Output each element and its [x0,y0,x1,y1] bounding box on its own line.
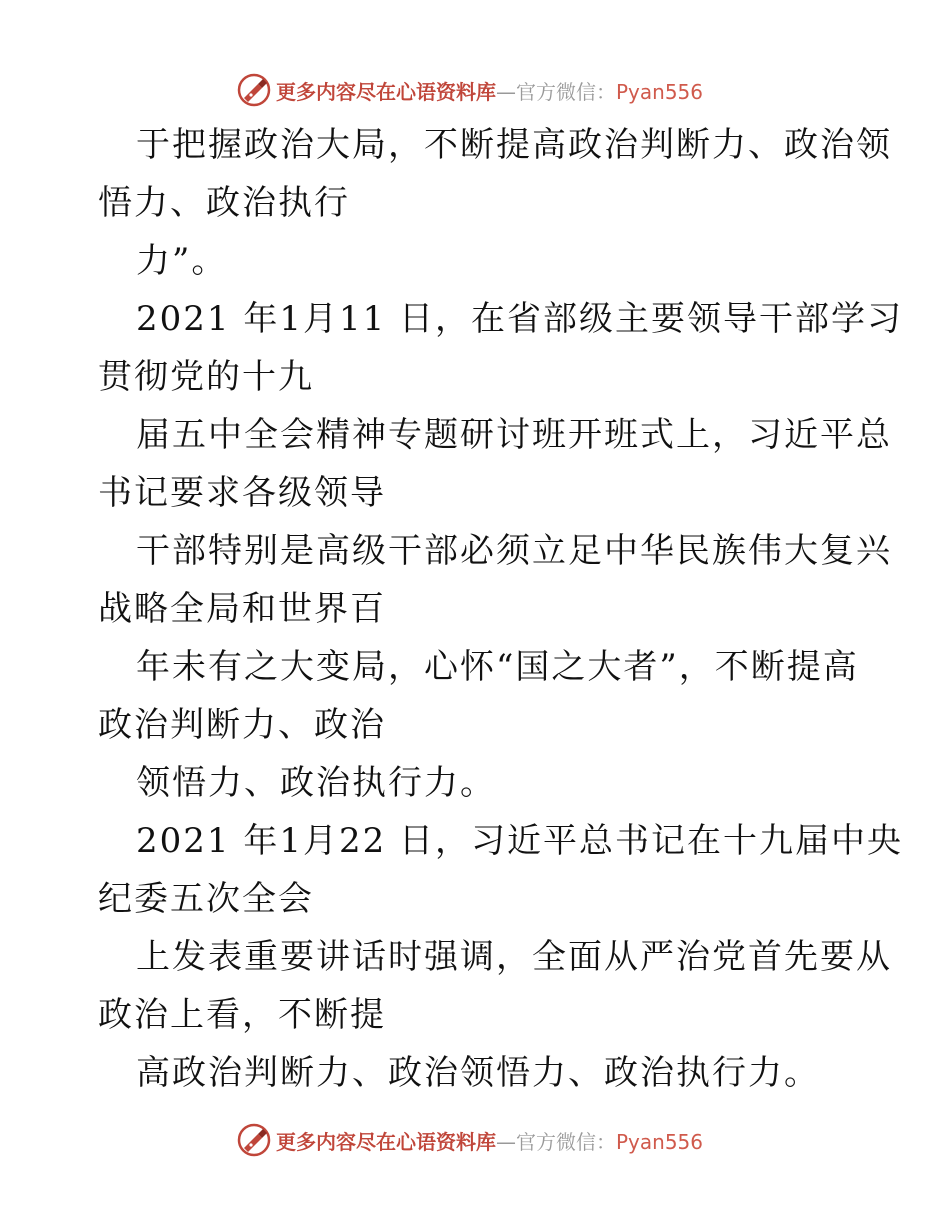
text-line: 贯彻党的十九 [98,357,314,397]
watermark-official-label: 官方微信： [516,79,616,104]
watermark-text [276,76,703,105]
footer-watermark [236,1122,703,1158]
text-line: 2021 年1月11 日，在省部级主要领导干部学习 [136,299,904,339]
watermark-official-label: 官方微信： [516,1129,616,1154]
watermark-dash: — [496,79,516,104]
pen-nib-logo-icon [236,1122,272,1158]
text-line: 纪委五次全会 [98,879,314,919]
watermark-text [276,1126,703,1155]
text-line: 政治判断力、政治 [98,705,386,745]
text-line: 届五中全会精神专题研讨班开班式上，习近平总 [136,415,892,455]
watermark-dash: — [496,1129,516,1154]
header-watermark [236,72,703,108]
text-line: 于把握政治大局，不断提高政治判断力、政治领 [136,125,892,165]
text-line: 悟力、政治执行 [98,183,350,223]
text-line: 战略全局和世界百 [98,589,386,629]
text-line: 干部特别是高级干部必须立足中华民族伟大复兴 [136,531,892,571]
text-line: 政治上看，不断提 [98,995,386,1035]
watermark-brand: 更多内容尽在心语资料库 [276,79,496,104]
text-line: 2021 年1月22 日，习近平总书记在十九届中央 [136,821,904,861]
text-line: 上发表重要讲话时强调，全面从严治党首先要从 [136,937,892,977]
text-line: 年未有之大变局，心怀“国之大者”，不断提高 [136,647,859,687]
watermark-wechat-id: Pyan556 [616,79,704,104]
document-body [98,116,904,1102]
text-line: 高政治判断力、政治领悟力、政治执行力。 [136,1053,820,1093]
watermark-wechat-id: Pyan556 [616,1129,704,1154]
text-line: 力”。 [136,241,228,281]
watermark-brand: 更多内容尽在心语资料库 [276,1129,496,1154]
text-line: 领悟力、政治执行力。 [136,763,496,803]
text-line: 书记要求各级领导 [98,473,386,513]
pen-nib-logo-icon [236,72,272,108]
